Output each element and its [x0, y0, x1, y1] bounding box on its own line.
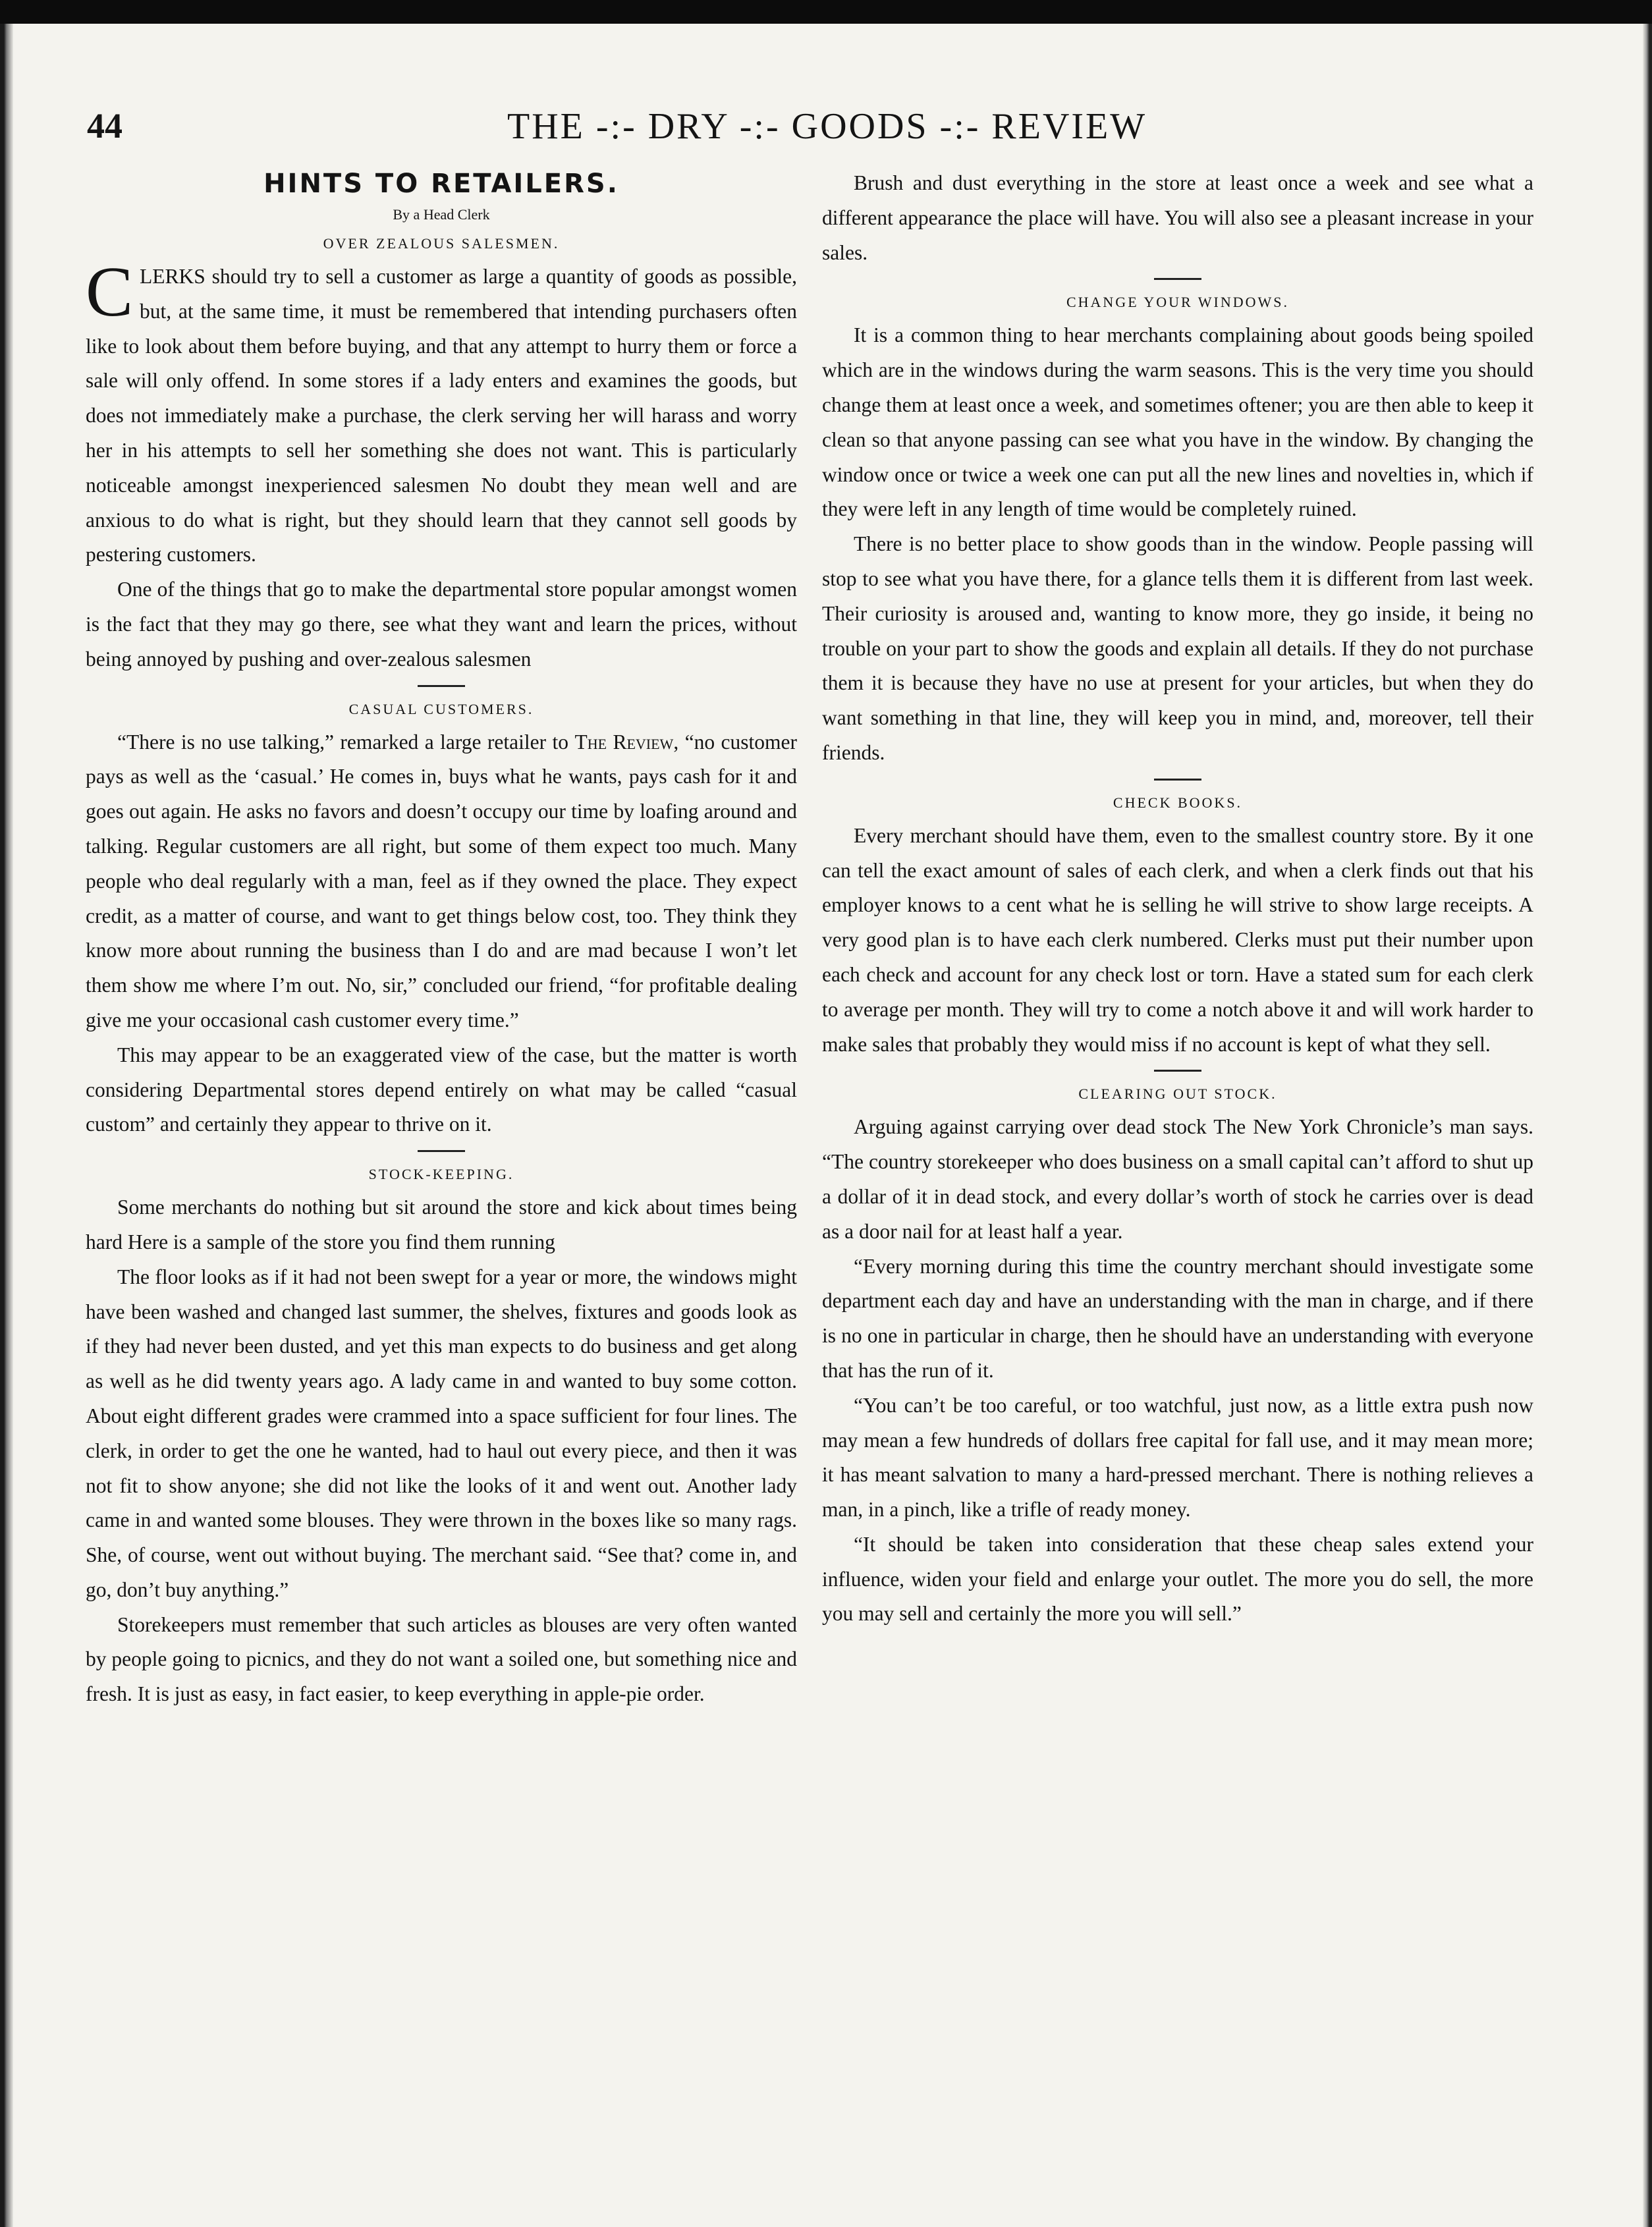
paragraph: “There is no use talking,” remarked a large retailer to The Review, “no customer pays as well as the ‘casual.’ He comes in, buys what he wants, pays cash for it and goes out again. He asks no favors and doesn’t occupy our time by loafing around and talking. Regular customers are all right, but some of them expect too much. Many people who deal regularly with a man, feel as if they owned the place. They expect credit, as a matter of course, and want to get things below cost, too. They think they know more about running the business than I do and are mad because I won’t let them show me where I’m out. No, sir,” concluded our friend, “for profitable dealing give me your occasional cash customer every time.” — [86, 730, 797, 1031]
drop-cap: C — [86, 253, 134, 331]
article-title: HINTS TO RETAILERS. — [263, 169, 619, 199]
paragraph: Storekeepers must remember that such articles as blouses are very often wanted by people going to picnics, and they do not want a soiled one, but something nice and fresh. It is just as easy, in fact easier, to keep everything in apple-pie order. — [86, 1612, 797, 1706]
page-number: 44 — [87, 106, 123, 146]
section-heading-over-zealous-salesmen: OVER ZEALOUS SALESMEN. — [323, 235, 560, 252]
paragraph: “You can’t be too careful, or too watchful, just now, as a little extra push now may mean a few hundreds of dollars free capital for fall use, and it may mean more; it has meant salvation to many a hard-pressed merchant. There is nothing relieves a man, in a pinch, like a trifle of ready money. — [822, 1393, 1533, 1522]
section-heading-clearing-out-stock: CLEARING OUT STOCK. — [1078, 1086, 1277, 1103]
paragraph: The floor looks as if it had not been swept for a year or more, the windows might have been washed and changed last summer, the shelves, fixtures and goods look as if they had never been dusted, and yet this man expects to do business and get along as well as he did twenty years ago. A lady came in and wanted to buy some cotton. About eight different grades were crammed into a space sufficient for four lines. The clerk, in order to get the one he wanted, had to haul out every piece, and then it was not fit to show anyone; she did not like the looks of it and went out. Another lady came in and wanted some blouses. They were thrown in the boxes like so many rags. She, of course, went out without buying. The merchant said. “See that? come in, and go, don’t buy anything.” — [86, 1265, 797, 1601]
paragraph: Brush and dust everything in the store at least once a week and see what a different appearance the place will have. You will also see a pleasant increase in your sales. — [822, 171, 1533, 264]
section-divider — [1154, 1070, 1201, 1072]
left-column — [86, 166, 797, 1712]
masthead: THE -:- DRY -:- GOODS -:- REVIEW — [507, 106, 1147, 147]
section-heading-casual-customers: CASUAL CUSTOMERS. — [348, 700, 534, 717]
section-heading-change-your-windows: CHANGE YOUR WINDOWS. — [1066, 294, 1290, 311]
article-byline: By a Head Clerk — [393, 206, 490, 223]
paragraph: This may appear to be an exaggerated view of the case, but the matter is worth considering Departmental stores depend entirely on what may be called “casual custom” and certainly they appear to thrive on it. — [86, 1043, 797, 1136]
scan-top-border — [0, 0, 1652, 24]
paragraph: Every merchant should have them, even to the smallest country store. By it one can tell the exact amount of sales of each clerk, and when a clerk finds out that his employer knows to a cent what he is selling he will strive to show large receipts. A very good plan is to have each clerk numbered. Clerks must put their number upon each check and account for any check lost or torn. Have a stated sum for each clerk to average per month. They will try to come a notch above it and will work harder to make sales that probably they would miss if no account is kept of what they sell. — [822, 823, 1533, 1056]
paragraph: “It should be taken into consideration that these cheap sales extend your influence, widen your field and enlarge your outlet. The more you do sell, the more you may sell and certainly the more you will sell.” — [822, 1532, 1533, 1626]
scan-left-edge — [0, 24, 13, 2227]
review-reference: The Review, — [574, 730, 679, 754]
section-divider — [418, 1150, 465, 1152]
section-divider — [1154, 779, 1201, 781]
paragraph: It is a common thing to hear merchants complaining about goods being spoiled which are in the windows during the warm seasons. This is the very time you should change them at least once a week, and sometimes oftener; you are then able to keep it clean so that anyone passing can see what you have in the window. By changing the window once or twice a week one can put all the new lines and novelties in, which if they were left in any length of time would be completely ruined. — [822, 323, 1533, 521]
section-divider — [418, 685, 465, 687]
section-heading-stock-keeping: STOCK-KEEPING. — [368, 1166, 514, 1183]
right-column — [822, 166, 1533, 1632]
paragraph: Some merchants do nothing but sit around the store and kick about times being hard Here is a sample of the store you find them running — [86, 1196, 797, 1253]
scan-right-edge — [1643, 24, 1652, 2227]
paragraph: “Every morning during this time the country merchant should investigate some department each day and have an understanding with the man in charge, and if there is no one in particular in charge, then he should have an understanding with everyone that has the run of it. — [822, 1254, 1533, 1382]
paragraph: CLERKS should try to sell a customer as large a quantity of goods as possible, but, at the same time, it must be remembered that intending purchasers often like to look about them before buying, and that any attempt to hurry them or force a sale will only offend. In some stores if a lady enters and examines the goods, but does not immediately make a purchase, the clerk serving her will harass and worry her in his attempts to sell her something she does not want. This is particularly noticeable amongst inexperienced salesmen No doubt they mean well and are anxious to do what is right, but they should learn that they cannot sell goods by pestering customers. — [86, 253, 797, 566]
section-divider — [1154, 278, 1201, 280]
paragraph: Arguing against carrying over dead stock The New York Chronicle’s man says. “The country storekeeper who does business on a small capital can’t afford to shut up a dollar of it in dead stock, and every dollar’s worth of stock he carries over is dead as a door nail for at least half a year. — [822, 1115, 1533, 1243]
section-heading-check-books: CHECK BOOKS. — [1113, 794, 1243, 811]
paragraph: There is no better place to show goods than in the window. People passing will stop to see what you have there, for a glance tells them it is different from last week. Their curiosity is aroused and, wanting to know more, they go inside, it being no trouble on your part to show the goods and explain all details. If they do not purchase them it is because they have no use at present for your articles, but when they do want something in that line, they will keep you in mind, and, moreover, tell their friends. — [822, 532, 1533, 764]
paragraph: One of the things that go to make the departmental store popular amongst women is the fact that they may go there, see what they want and learn the prices, without being annoyed by pushing and over-zealous salesmen — [86, 578, 797, 671]
